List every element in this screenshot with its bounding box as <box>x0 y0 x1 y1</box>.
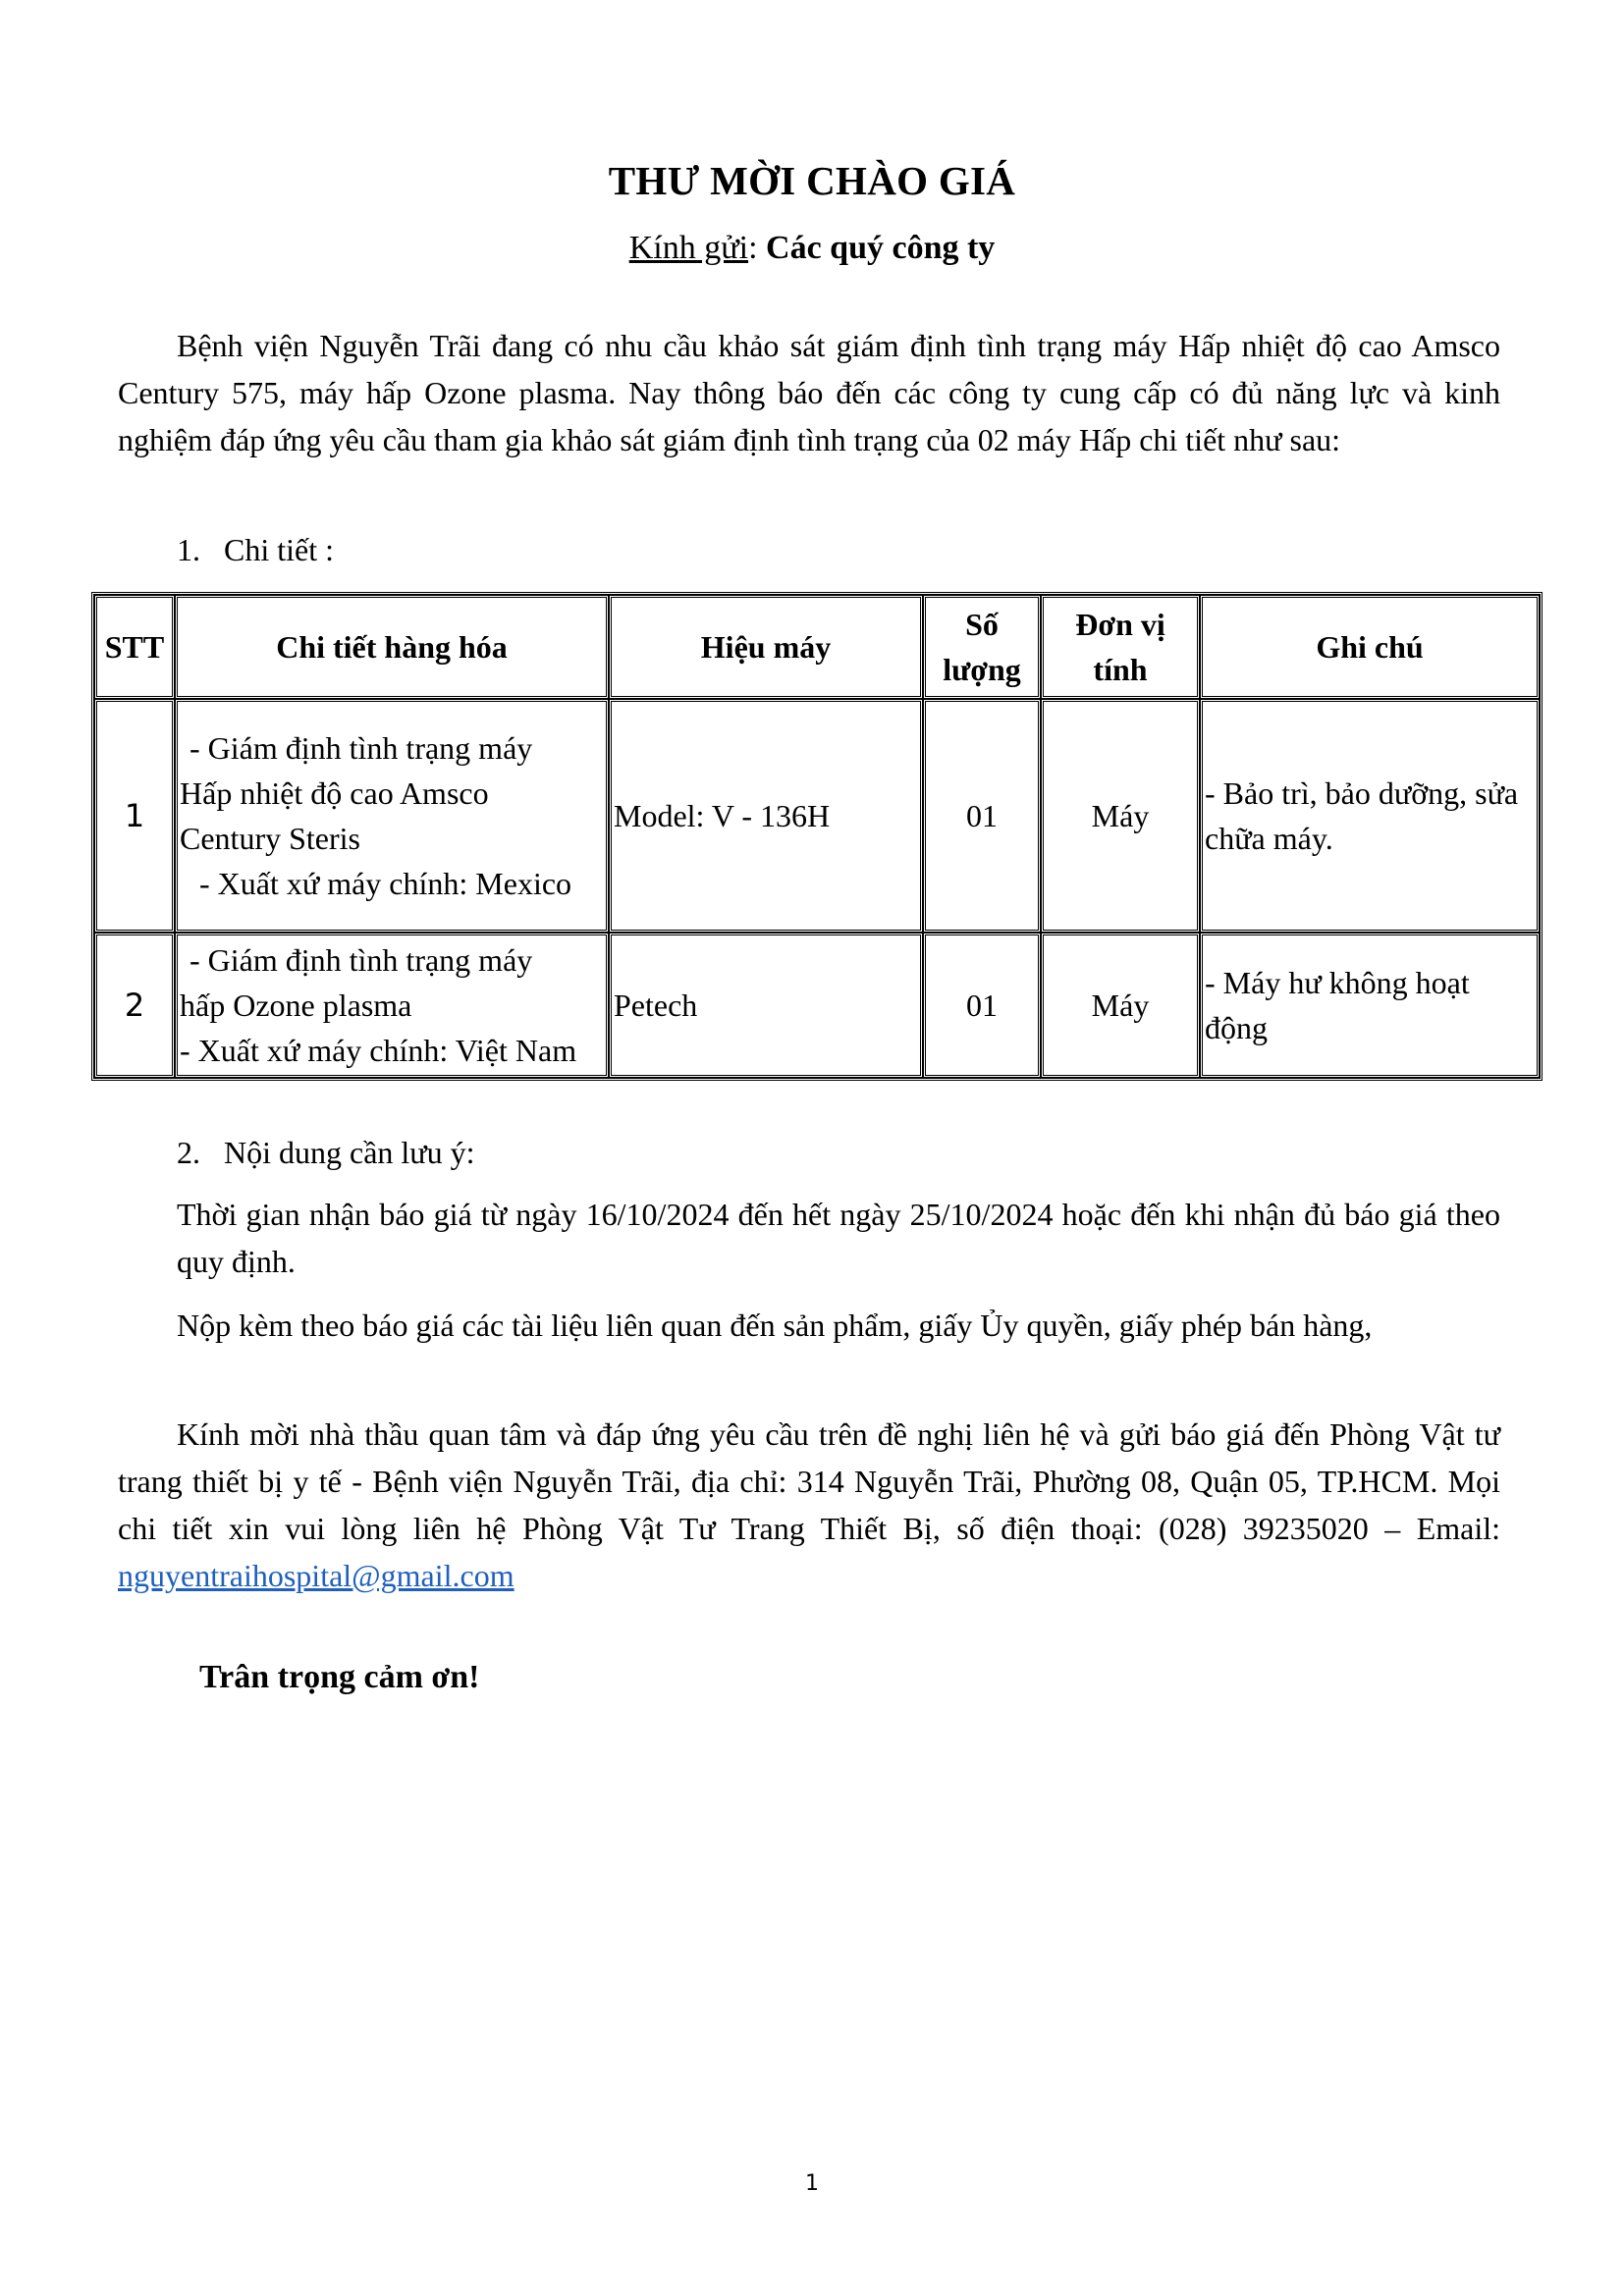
invitation-text: Kính mời nhà thầu quan tâm và đáp ứng yêu cầu trên đề nghị liên hệ và gửi báo giá đến Phòng Vật tư trang thiết bị y tế - Bệnh viện Nguyễn Trãi, địa chỉ: 314 Nguyễn Trãi, Phường 08, Quận 05, TP.HCM. Mọi chi tiết xin vui lòng liên hệ Phòng Vật Tư Trang Thiết Bị, số điện thoại: (028) 39235020 – Email: <box>118 1416 1500 1546</box>
header-quantity <box>923 595 1041 699</box>
detail-line: Hấp nhiệt độ cao Amsco <box>180 775 489 811</box>
header-unit-line1: Đơn vị <box>1075 607 1165 642</box>
header-note: Ghi chú <box>1200 595 1540 699</box>
header-unit-line2: tính <box>1093 652 1148 687</box>
detail-line: hấp Ozone plasma <box>180 988 412 1023</box>
cell-detail <box>175 933 609 1078</box>
header-quantity-line1: Số <box>965 607 999 642</box>
detail-line: - Giám định tình trạng máy <box>189 730 533 766</box>
table-header-row <box>94 595 1540 699</box>
documents-note-paragraph: Nộp kèm theo báo giá các tài liệu liên quan đến sản phẩm, giấy Ủy quyền, giấy phép bán hàng, <box>177 1308 1373 1343</box>
cell-quantity: 01 <box>923 933 1041 1078</box>
detail-origin: - Xuất xứ máy chính: Mexico <box>199 866 572 901</box>
intro-paragraph: Bệnh viện Nguyễn Trãi đang có nhu cầu khảo sát giám định tình trạng máy Hấp nhiệt độ cao Amsco Century 575, máy hấp Ozone plasma. Nay thông báo đến các công ty cung cấp có đủ năng lực và kinh nghiệm đáp ứng yêu cầu tham gia khảo sát giám định tình trạng của 02 máy Hấp chi tiết như sau: <box>118 328 1500 457</box>
cell-unit: Máy <box>1041 699 1200 933</box>
section-heading-notes <box>177 1129 475 1176</box>
detail-origin: - Xuất xứ máy chính: Việt Nam <box>180 1033 577 1068</box>
invitation-paragraph <box>118 1411 1500 1599</box>
page-number: 1 <box>805 2171 819 2196</box>
section-number: 2. <box>177 1135 200 1170</box>
section-label: Nội dung cần lưu ý: <box>224 1135 475 1170</box>
section-number: 1. <box>177 532 200 567</box>
table-row <box>94 933 1540 1078</box>
cell-brand: Petech <box>609 933 923 1078</box>
cell-detail <box>175 699 609 933</box>
section-heading-details <box>177 526 334 573</box>
header-detail: Chi tiết hàng hóa <box>175 595 609 699</box>
detail-line: Century Steris <box>180 821 360 856</box>
cell-note: - Bảo trì, bảo dưỡng, sửa chữa máy. <box>1200 699 1540 933</box>
document-title: THƯ MỜI CHÀO GIÁ <box>608 158 1016 203</box>
table-row <box>94 699 1540 933</box>
header-unit <box>1041 595 1200 699</box>
greeting-separator: : <box>748 230 767 266</box>
detail-line: - Giám định tình trạng máy <box>189 942 533 978</box>
header-quantity-line2: lượng <box>943 652 1021 687</box>
closing-line: Trân trọng cảm ơn! <box>199 1659 480 1695</box>
email-link[interactable]: nguyentraihospital@gmail.com <box>118 1558 514 1593</box>
time-note-paragraph: Thời gian nhận báo giá từ ngày 16/10/2024 đến hết ngày 25/10/2024 hoặc đến khi nhận đủ báo giá theo quy định. <box>177 1197 1500 1279</box>
cell-brand: Model: V - 136H <box>609 699 923 933</box>
items-table <box>91 592 1543 1081</box>
header-brand: Hiệu máy <box>609 595 923 699</box>
header-stt: STT <box>94 595 175 699</box>
cell-stt: 1 <box>94 699 175 933</box>
section-label: Chi tiết : <box>224 532 334 567</box>
greeting-label: Kính gửi <box>628 230 749 266</box>
cell-quantity: 01 <box>923 699 1041 933</box>
greeting-recipient: Các quý công ty <box>766 230 996 266</box>
greeting-line <box>0 230 1624 267</box>
cell-note: - Máy hư không hoạt động <box>1200 933 1540 1078</box>
cell-unit: Máy <box>1041 933 1200 1078</box>
cell-stt: 2 <box>94 933 175 1078</box>
